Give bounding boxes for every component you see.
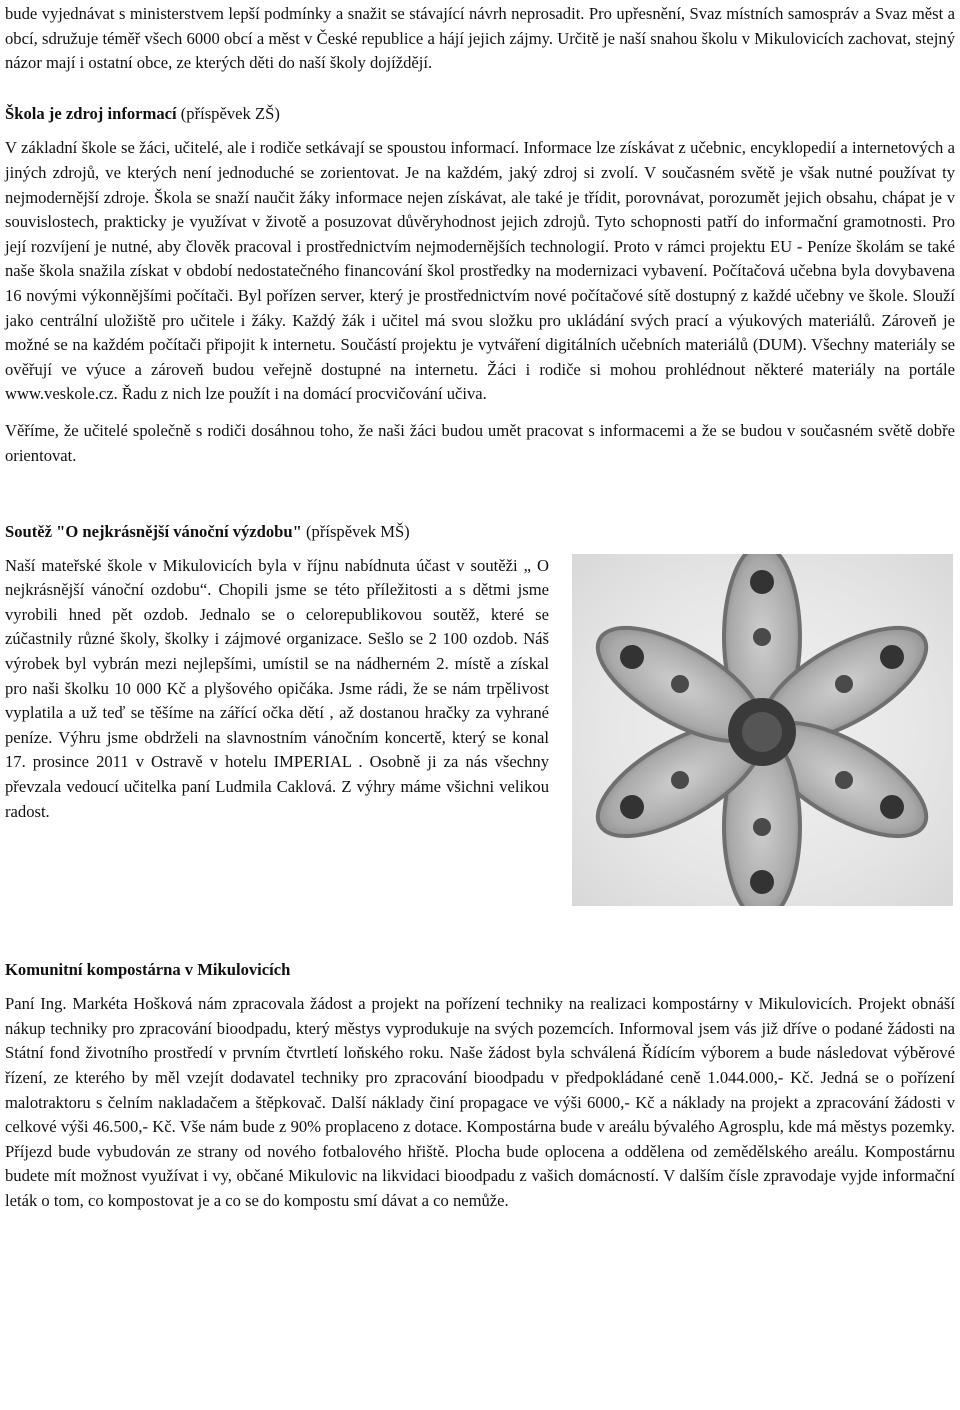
ornament-illustration xyxy=(572,554,953,906)
section-heading-note: (příspěvek ZŠ) xyxy=(180,103,280,123)
section-heading-bold: Komunitní kompostárna v Mikulovicích xyxy=(5,959,291,979)
document-page xyxy=(5,0,955,1214)
section-heading-soutez xyxy=(5,520,955,545)
section-body-informace: V základní škole se žáci, učitelé, ale i rodiče setkávají se spoustou informací. Informace lze získávat z učebnic, encyklopedií a internetových a jiných zdrojů, ve kterých není jednoduché se zorientovat. Je na každém, jaký zdroj si zvolí. V současném světě je však nutné používat ty nejmodernější zdroje. Škola se snaží naučit žáky informace nejen získávat, ale také je třídit, porovnávat, porozumět jejich obsahu, chápat je v souvislostech, prakticky je využívat v životě a posuzovat důvěryhodnost jejich zdrojů. Tyto schopnosti patří do informační gramotnosti. Pro její rozvíjení je nutné, aby člověk pracoval i prostřednictvím nejmodernějších technologií. Proto v rámci projektu EU - Peníze školám se také naše škola snažila získat v období nedostatečného financování škol prostředky na modernizaci vybavení. Počítačová učebna byla dovybavena 16 novými výkonnějšími počítači. Byl pořízen server, který je prostřednictvím nové počítačové sítě dostupný z každé učebny ve škole. Slouží jako centrální uložiště pro učitele i žáky. Každý žák i učitel má svou složku pro ukládání svých prací a výukových materiálů. Zároveň je možné se na každém počítači připojit k internetu. Součástí projektu je vytváření digitálních učebních materiálů (DUM). Všechny materiály se ověřují ve výuce a zároveň budou veřejně dostupné na internetu. Žáci i rodiče si mohou prohlédnout některé materiály na portále www.veskole.cz. Řadu z nich lze použít i na domácí procvičování učiva. xyxy=(5,138,955,404)
section-heading-kompostarna xyxy=(5,958,955,983)
section-body-kompostarna: Paní Ing. Markéta Hošková nám zpracovala žádost a projekt na pořízení techniky na realizaci kompostárny v Mikulovicích. Projekt obnáší nákup techniky pro zpracování bioodpadu, který městys vyprodukuje na svých pozemcích. Informoval jsem vás již dříve o podané žádosti na Státní fond životního prostředí v prvním čtvrtletí loňského roku. Naše žádost byla schválená Řídícím výborem a bude následovat výběrové řízení, ze kterého by měl vzejít dodavatel techniky pro zpracování bioodpadu v předpokládané ceně 1.044.000,- Kč. Jedná se o pořízení malotraktoru s čelním nakladačem a štěpkovač. Další náklady činí propagace ve výši 6000,- Kč a náklady na projekt a zpracování žádosti v celkové výši 46.500,- Kč. Vše nám bude z 90% proplaceno z dotace. Kompostárna bude v areálu bývalého Agrosplu, kde má městys pozemky. Příjezd bude vybudován ze strany od nového fotbalového hřiště. Plocha bude oplocena a oddělena od zemědělského areálu. Kompostárnu budete mít možnost využívat i vy, občané Mikulovic na likvidaci bioodpadu z vašich domácností. V dalším čísle zpravodaje vyjde informační leták o tom, co kompostovat je a co se do kompostu smí dávat a co nemůže. xyxy=(5,994,955,1211)
section-closing-informace: Věříme, že učitelé společně s rodiči dosáhnou toho, že naši žáci budou umět pracovat s informacemi a že se budou v současném světě dobře orientovat. xyxy=(5,420,955,465)
section-body-soutez: Naší mateřské škole v Mikulovicích byla v říjnu nabídnuta účast v soutěži „ O nejkrásnější vánoční ozdobu“. Chopili jsme se této příležitosti a s dětmi jsme vyrobili hned pět ozdob. Jednalo se o celorepublikovou soutěž, které se zúčastnily různé školy, školky i zájmové organizace. Sešlo se 2 100 ozdob. Náš výrobek byl vybrán mezi nejlepšími, umístil se na nádherném 2. místě a získal pro naši školku 10 000 Kč a plyšového opičáka. Jsme rádi, že se nám trpělivost vyplatila a už teď se těšíme na zářící očka dětí , až dostanou hračky za vyhrané peníze. Výhru jsme obdrželi na slavnostním vánočním koncertě, který se konal 17. prosince 2011 v Ostravě v hotelu IMPERIAL . Osobně ji za nás všechny převzala vedoucí učitelka paní Ludmila Caklová. Z výhry máme všichni velikou radost. xyxy=(5,555,549,821)
intro-paragraph: bude vyjednávat s ministerstvem lepší podmínky a snažit se stávající návrh neprosadit. Pro upřesnění, Svaz místních samospráv a Svaz měst a obcí, sdružuje téměř všech 6000 obcí a měst v České republice a hájí jejich zájmy. Určitě je naší snahou školu v Mikulovicích zachovat, stejný názor mají i ostatní obce, ze kterých děti do naší školy dojíždějí. xyxy=(5,4,955,73)
section-heading-bold: Škola je zdroj informací xyxy=(5,103,177,123)
section-heading-note: (příspěvek MŠ) xyxy=(306,522,410,542)
section-heading-bold: Soutěž "O nejkrásnější vánoční výzdobu" xyxy=(5,522,302,542)
christmas-ornament-photo xyxy=(572,554,953,906)
section-heading-informace xyxy=(5,102,955,127)
section-soutez-content xyxy=(5,554,955,922)
